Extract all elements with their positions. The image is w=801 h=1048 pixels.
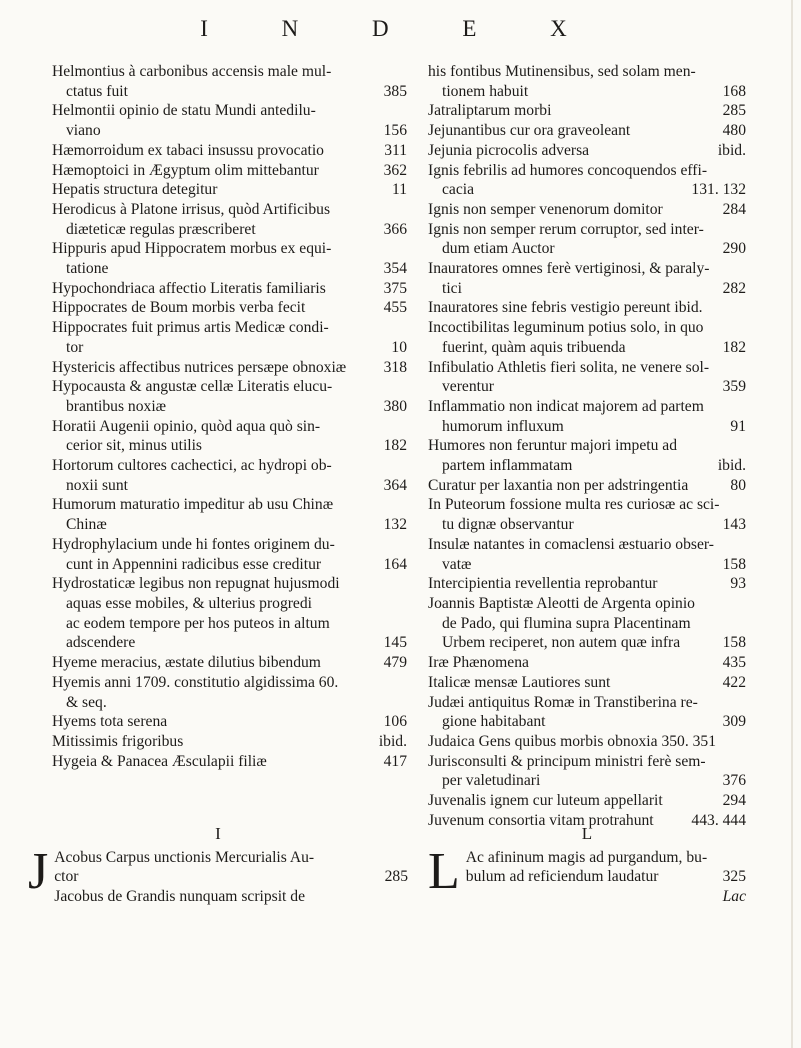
right-entry — [428, 574, 746, 594]
right-entry — [428, 752, 746, 791]
left-entry-line: 145 adscendere — [66, 634, 407, 652]
left-entry-line: 364 noxii sunt — [66, 476, 407, 494]
left-entry — [52, 495, 407, 534]
page-number: 354 — [383, 260, 407, 278]
left-entry-line: 10 tor — [66, 338, 407, 356]
section-l — [428, 818, 746, 907]
page-number: ibid. — [378, 732, 407, 750]
left-entry-line: Hydrophylacium unde hi fontes originem du- — [52, 535, 335, 553]
left-entry — [52, 377, 407, 416]
section-i-line-1: Acobus Carpus unctionis Mercurialis Au- — [54, 848, 315, 866]
page-number: 480 — [722, 122, 746, 140]
page-number: 284 — [722, 200, 746, 218]
left-entry — [52, 732, 407, 752]
left-entry — [52, 673, 407, 712]
right-entry-line: 422 Italicæ mensæ Lautiores sunt — [428, 673, 746, 691]
right-entry-line: 91 humorum influxum — [442, 417, 746, 435]
right-entry — [428, 476, 746, 496]
page-number: 479 — [383, 654, 407, 672]
left-entry-line: 417 Hygeia & Panacea Æsculapii filiæ — [52, 752, 407, 770]
page-number: 362 — [383, 161, 407, 179]
page-number: 376 — [722, 772, 746, 790]
left-entry-line: Hyemis anni 1709. constitutio algidissima 60. — [52, 673, 339, 691]
left-entry-line: 375 Hypochondriaca affectio Literatis familiaris — [52, 279, 407, 297]
left-entry — [52, 62, 407, 101]
page-edge — [791, 0, 793, 1048]
right-entry-line: de Pado, qui flumina supra Placentinam — [442, 614, 691, 632]
right-entry — [428, 121, 746, 141]
page-number: 131. 132 — [691, 181, 746, 199]
left-entry — [52, 574, 407, 653]
page-number: 282 — [722, 279, 746, 297]
page-number: 294 — [722, 792, 746, 810]
right-entry-line: 294 Juvenalis ignem cur luteum appellarit — [428, 792, 746, 810]
left-entry-line: ibid. Mitissimis frigoribus — [52, 732, 407, 750]
section-i-line-2: ctor 285 — [54, 868, 408, 886]
left-entry-line: 354 tatione — [66, 260, 407, 278]
right-entry-line: 131. 132 cacia — [442, 181, 746, 199]
left-entry-line: 156 viano — [66, 122, 407, 140]
left-entry — [52, 161, 407, 181]
left-entry-line: & seq. — [66, 693, 107, 711]
page-number: 364 — [383, 476, 407, 494]
right-entry-line: Judaica Gens quibus morbis obnoxia 350. 351 — [428, 732, 717, 750]
left-entry-line: Hippuris apud Hippocratem morbus ex equi- — [52, 240, 332, 258]
right-entry-line: Inflammatio non indicat majorem ad partem — [428, 397, 704, 415]
left-entry-line: 11 Hepatis structura detegitur — [52, 181, 407, 199]
left-entry — [52, 101, 407, 140]
left-entry — [52, 141, 407, 161]
right-entry — [428, 101, 746, 121]
left-entry-line: 380 brantibus noxiæ — [66, 397, 407, 415]
left-entry — [52, 298, 407, 318]
right-entry — [428, 594, 746, 653]
left-entry — [52, 279, 407, 299]
left-entry-line: 106 Hyems tota serena — [52, 713, 407, 731]
right-column — [428, 62, 746, 830]
page-number: 132 — [383, 516, 407, 534]
left-entry-line: ac eodem tempore per hos puteos in altum — [66, 614, 330, 632]
left-entry-line: Horatii Augenii opinio, quòd aqua quò sin- — [52, 417, 321, 435]
right-entry-line: 480 Jejunantibus cur ora graveoleant — [428, 122, 746, 140]
right-entry-line: 443. 444 Juvenum consortia vitam protrahunt — [428, 811, 746, 829]
left-entry — [52, 535, 407, 574]
page-number: 318 — [383, 358, 407, 376]
page-number: 10 — [391, 338, 407, 356]
right-entry-line: 158 Urbem reciperet, non autem quæ infra — [442, 634, 746, 652]
right-entry-line: his fontibus Mutinensibus, sed solam men- — [428, 63, 696, 80]
page-number: 145 — [383, 634, 407, 652]
right-entry — [428, 673, 746, 693]
right-entry — [428, 161, 746, 200]
left-entry-line: Herodicus à Platone irrisus, quòd Artificibus — [52, 200, 331, 218]
left-entry-line: 132 Chinæ — [66, 516, 407, 534]
right-entry-line: Joannis Baptistæ Aleotti de Argenta opinio — [428, 594, 695, 612]
left-entry-line: 479 Hyeme meracius, æstate dilutius bibendum — [52, 654, 407, 672]
page-number: 385 — [383, 82, 407, 100]
right-entry-line: Insulæ natantes in comaclensi æstuario obser- — [428, 535, 714, 553]
page-number: 158 — [722, 634, 746, 652]
section-l-dropcap: L — [428, 842, 460, 900]
section-i-letter: I — [215, 824, 221, 843]
left-entry — [52, 200, 407, 239]
right-entry-line: Inauratores omnes ferè vertiginosi, & paraly- — [428, 260, 710, 278]
right-entry — [428, 495, 746, 534]
right-entry-line: 290 dum etiam Auctor — [442, 240, 746, 258]
page-number: 455 — [383, 299, 407, 317]
right-entry-line: 158 vatæ — [442, 555, 746, 573]
left-entry — [52, 417, 407, 456]
left-entry-line: 366 diæteticæ regulas præscriberet — [66, 220, 407, 238]
left-entry-line: 362 Hæmoptoici in Ægyptum olim mittebantur — [52, 161, 407, 179]
right-entry — [428, 732, 746, 752]
right-entry-line: 282 tici — [442, 279, 746, 297]
page-number: 80 — [730, 476, 746, 494]
right-entry-line: Jurisconsulti & principum ministri ferè sem- — [428, 752, 706, 770]
left-entry-line: Hortorum cultores cachectici, ac hydropi ob- — [52, 457, 332, 475]
right-entry — [428, 436, 746, 475]
left-entry — [52, 653, 407, 673]
right-entry — [428, 653, 746, 673]
page-number: 435 — [722, 654, 746, 672]
page-number: 168 — [722, 82, 746, 100]
catchword: Lac — [722, 888, 746, 906]
left-entry — [52, 358, 407, 378]
right-entry-line: ibid. Jejunia picrocolis adversa — [428, 141, 746, 159]
right-entry — [428, 791, 746, 811]
page-number: 443. 444 — [691, 811, 746, 829]
left-entry-line: 311 Hæmorroidum ex tabaci insussu provocatio — [52, 141, 407, 159]
page-number: ibid. — [717, 141, 746, 159]
page-number: 417 — [383, 752, 407, 770]
right-entry — [428, 298, 746, 318]
right-entry — [428, 318, 746, 357]
right-entry-line: Ignis febrilis ad humores concoquendos effi- — [428, 161, 708, 179]
page-header: I N D E X — [200, 16, 601, 41]
right-entry-line: In Puteorum fossione multa res curiosæ ac sci- — [428, 496, 720, 514]
right-entry-line: 309 gione habitabant — [442, 713, 746, 731]
left-entry-line: Helmontii opinio de statu Mundi antedilu- — [52, 102, 316, 120]
page-number: 422 — [722, 673, 746, 691]
page-number: 143 — [722, 516, 746, 534]
page-number: 11 — [391, 181, 407, 199]
left-entry-line: Hippocrates fuit primus artis Medicæ condi- — [52, 319, 329, 337]
section-l-line-2: bulum ad reficiendum laudatur 325 — [465, 868, 746, 886]
right-entry-line: 284 Ignis non semper venenorum domitor — [428, 200, 746, 218]
page-number: 164 — [383, 555, 407, 573]
page-number: 158 — [722, 555, 746, 573]
left-entry-line: Hydrostaticæ legibus non repugnat hujusmodi — [52, 575, 340, 593]
right-entry — [428, 259, 746, 298]
section-l-letter: L — [581, 824, 593, 843]
right-entry — [428, 200, 746, 220]
page-number: 106 — [383, 713, 407, 731]
right-entry — [428, 535, 746, 574]
left-entry — [52, 239, 407, 278]
left-entry-line: aquas esse mobiles, & ulterius progredi — [66, 594, 312, 612]
right-entry — [428, 358, 746, 397]
right-entry-line: Ignis non semper rerum corruptor, sed inter- — [428, 220, 704, 238]
right-entry-line: ibid. partem inflammatam — [442, 457, 746, 475]
right-entry-line: 168 tionem habuit — [442, 82, 746, 100]
left-entry-line: 318 Hystericis affectibus nutrices persæpe obnoxiæ — [52, 358, 407, 376]
right-entry-line: Infibulatio Athletis fieri solita, ne venere sol- — [428, 358, 710, 376]
page-number: 375 — [383, 279, 407, 297]
left-entry-line: Helmontius à carbonibus accensis male mul- — [52, 63, 332, 80]
page-number: 290 — [722, 240, 746, 258]
left-entry — [52, 456, 407, 495]
section-i-dropcap: J — [28, 842, 49, 900]
page-number: ibid. — [717, 457, 746, 475]
page-number: 93 — [730, 575, 746, 593]
left-entry-line: 164 cunt in Appennini radicibus esse creditur — [66, 555, 407, 573]
left-entry-line: 385 ctatus fuit — [66, 82, 407, 100]
page-number: 91 — [730, 417, 746, 435]
right-entry-line: 182 fuerint, quàm aquis tribuenda — [442, 338, 746, 356]
right-entry-line: 359 verentur — [442, 378, 746, 396]
right-entry — [428, 220, 746, 259]
right-entry-line: 93 Intercipientia revellentia reprobantur — [428, 575, 746, 593]
section-i — [28, 818, 408, 907]
right-entry-line: Judæi antiquitus Romæ in Transtiberina re- — [428, 693, 698, 711]
left-entry-line: 455 Hippocrates de Boum morbis verba fecit — [52, 299, 407, 317]
right-entry-line: 143 tu dignæ observantur — [442, 516, 746, 534]
right-entry-line: Humores non feruntur majori impetu ad — [428, 437, 678, 455]
right-entry-line: 80 Curatur per laxantia non per adstringentia — [428, 476, 746, 494]
left-column — [52, 62, 407, 771]
left-entry — [52, 318, 407, 357]
right-entry-line: 435 Iræ Phænomena — [428, 654, 746, 672]
left-entry-line: 182 cerior sit, minus utilis — [66, 437, 407, 455]
left-entry — [52, 180, 407, 200]
section-l-line-1: Ac afininum magis ad purgandum, bu- — [465, 848, 708, 866]
page-number: 309 — [722, 713, 746, 731]
page-number: 311 — [384, 141, 407, 159]
page-number: 156 — [383, 122, 407, 140]
page-number: 380 — [383, 397, 407, 415]
right-entry-line: Incoctibilitas leguminum potius solo, in quo — [428, 319, 704, 337]
left-entry-line: Humorum maturatio impeditur ab usu Chinæ — [52, 496, 334, 514]
page-number: 182 — [722, 338, 746, 356]
page-number: 359 — [722, 378, 746, 396]
right-entry — [428, 141, 746, 161]
left-entry — [52, 712, 407, 732]
right-entry — [428, 397, 746, 436]
right-entry-line: 285 Jatraliptarum morbi — [428, 102, 746, 120]
left-entry — [52, 752, 407, 772]
left-entry-line: Hypocausta & angustæ cellæ Literatis elucu- — [52, 378, 333, 396]
section-i-line-3: Jacobus de Grandis nunquam scripsit de — [54, 888, 305, 906]
page-number: 366 — [383, 220, 407, 238]
right-entry — [428, 62, 746, 101]
page-number: 285 — [722, 102, 746, 120]
right-entry-line: Inauratores sine febris vestigio pereunt ibid. — [428, 299, 703, 317]
right-entry — [428, 693, 746, 732]
right-entry-line: 376 per valetudinari — [442, 772, 746, 790]
page-number: 182 — [383, 437, 407, 455]
